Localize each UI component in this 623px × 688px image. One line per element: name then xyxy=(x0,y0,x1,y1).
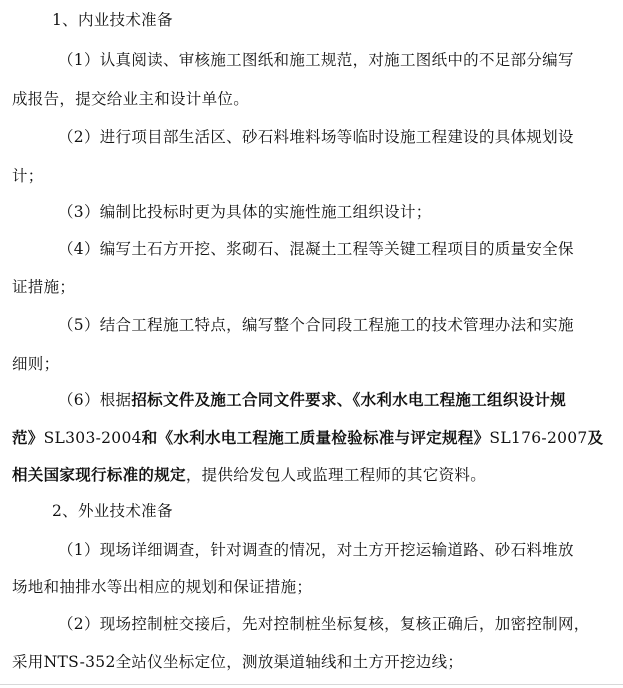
paragraph-1-1-line-2: 成报告，提交给业主和设计单位。 xyxy=(12,90,250,108)
paragraph-1-6-text-bold: 及 xyxy=(587,428,604,447)
paragraph-1-6-text-bold: 招标文件及施工合同文件要求、《水利水电工程施工组织设计规 xyxy=(131,390,567,409)
paragraph-1-6-text-bold: 范》 xyxy=(12,428,44,447)
paragraph-1-5-line-1: （5）结合工程施工特点，编写整个合同段工程施工的技术管理办法和实施 xyxy=(58,316,574,334)
paragraph-2-1-line-1: （1）现场详细调查，针对调查的情况，对土方开挖运输道路、砂石料堆放 xyxy=(58,541,574,559)
paragraph-1-3-line-1: （3）编制比投标时更为具体的实施性施工组织设计； xyxy=(58,203,432,221)
paragraph-1-6-standard-code: SL303-2004 xyxy=(43,429,142,447)
paragraph-1-2-line-2: 计； xyxy=(12,167,44,185)
paragraph-1-6-line-1 xyxy=(58,390,566,410)
paragraph-1-4-line-2: 证措施； xyxy=(12,278,76,296)
paragraph-2-2-line-2: 采用NTS-352全站仪坐标定位，测放渠道轴线和土方开挖边线； xyxy=(12,653,464,671)
paragraph-1-6-line-2 xyxy=(12,428,603,448)
paragraph-1-6-text-bold: 相关国家现行标准的规定 xyxy=(12,465,186,484)
paragraph-1-5-line-2: 细则； xyxy=(12,355,60,373)
paragraph-1-6-text-plain: （6）根据 xyxy=(58,391,132,409)
paragraph-1-6-text-bold: 和《水利水电工程施工质量检验标准与评定规程》 xyxy=(141,428,490,447)
section-heading-2: 2、外业技术准备 xyxy=(52,502,173,520)
paragraph-2-2-line-1: （2）现场控制桩交接后，先对控制桩坐标复核，复核正确后，加密控制网， xyxy=(58,615,590,633)
paragraph-1-6-text-plain: ，提供给发包人或监理工程师的其它资料。 xyxy=(185,466,487,484)
paragraph-1-2-line-1: （2）进行项目部生活区、砂石料堆料场等临时设施工程建设的具体规划设 xyxy=(58,128,574,146)
page-bottom-divider xyxy=(0,684,623,685)
paragraph-1-6-standard-code: SL176-2007 xyxy=(489,429,588,447)
paragraph-1-6-line-3 xyxy=(12,465,486,485)
section-heading-1: 1、内业技术准备 xyxy=(52,11,173,29)
paragraph-1-4-line-1: （4）编写土石方开挖、浆砌石、混凝土工程等关键工程项目的质量安全保 xyxy=(58,240,574,258)
paragraph-2-1-line-2: 场地和抽排水等出相应的规划和保证措施； xyxy=(12,578,313,596)
paragraph-1-1-line-1: （1）认真阅读、审核施工图纸和施工规范，对施工图纸中的不足部分编写 xyxy=(58,51,574,69)
